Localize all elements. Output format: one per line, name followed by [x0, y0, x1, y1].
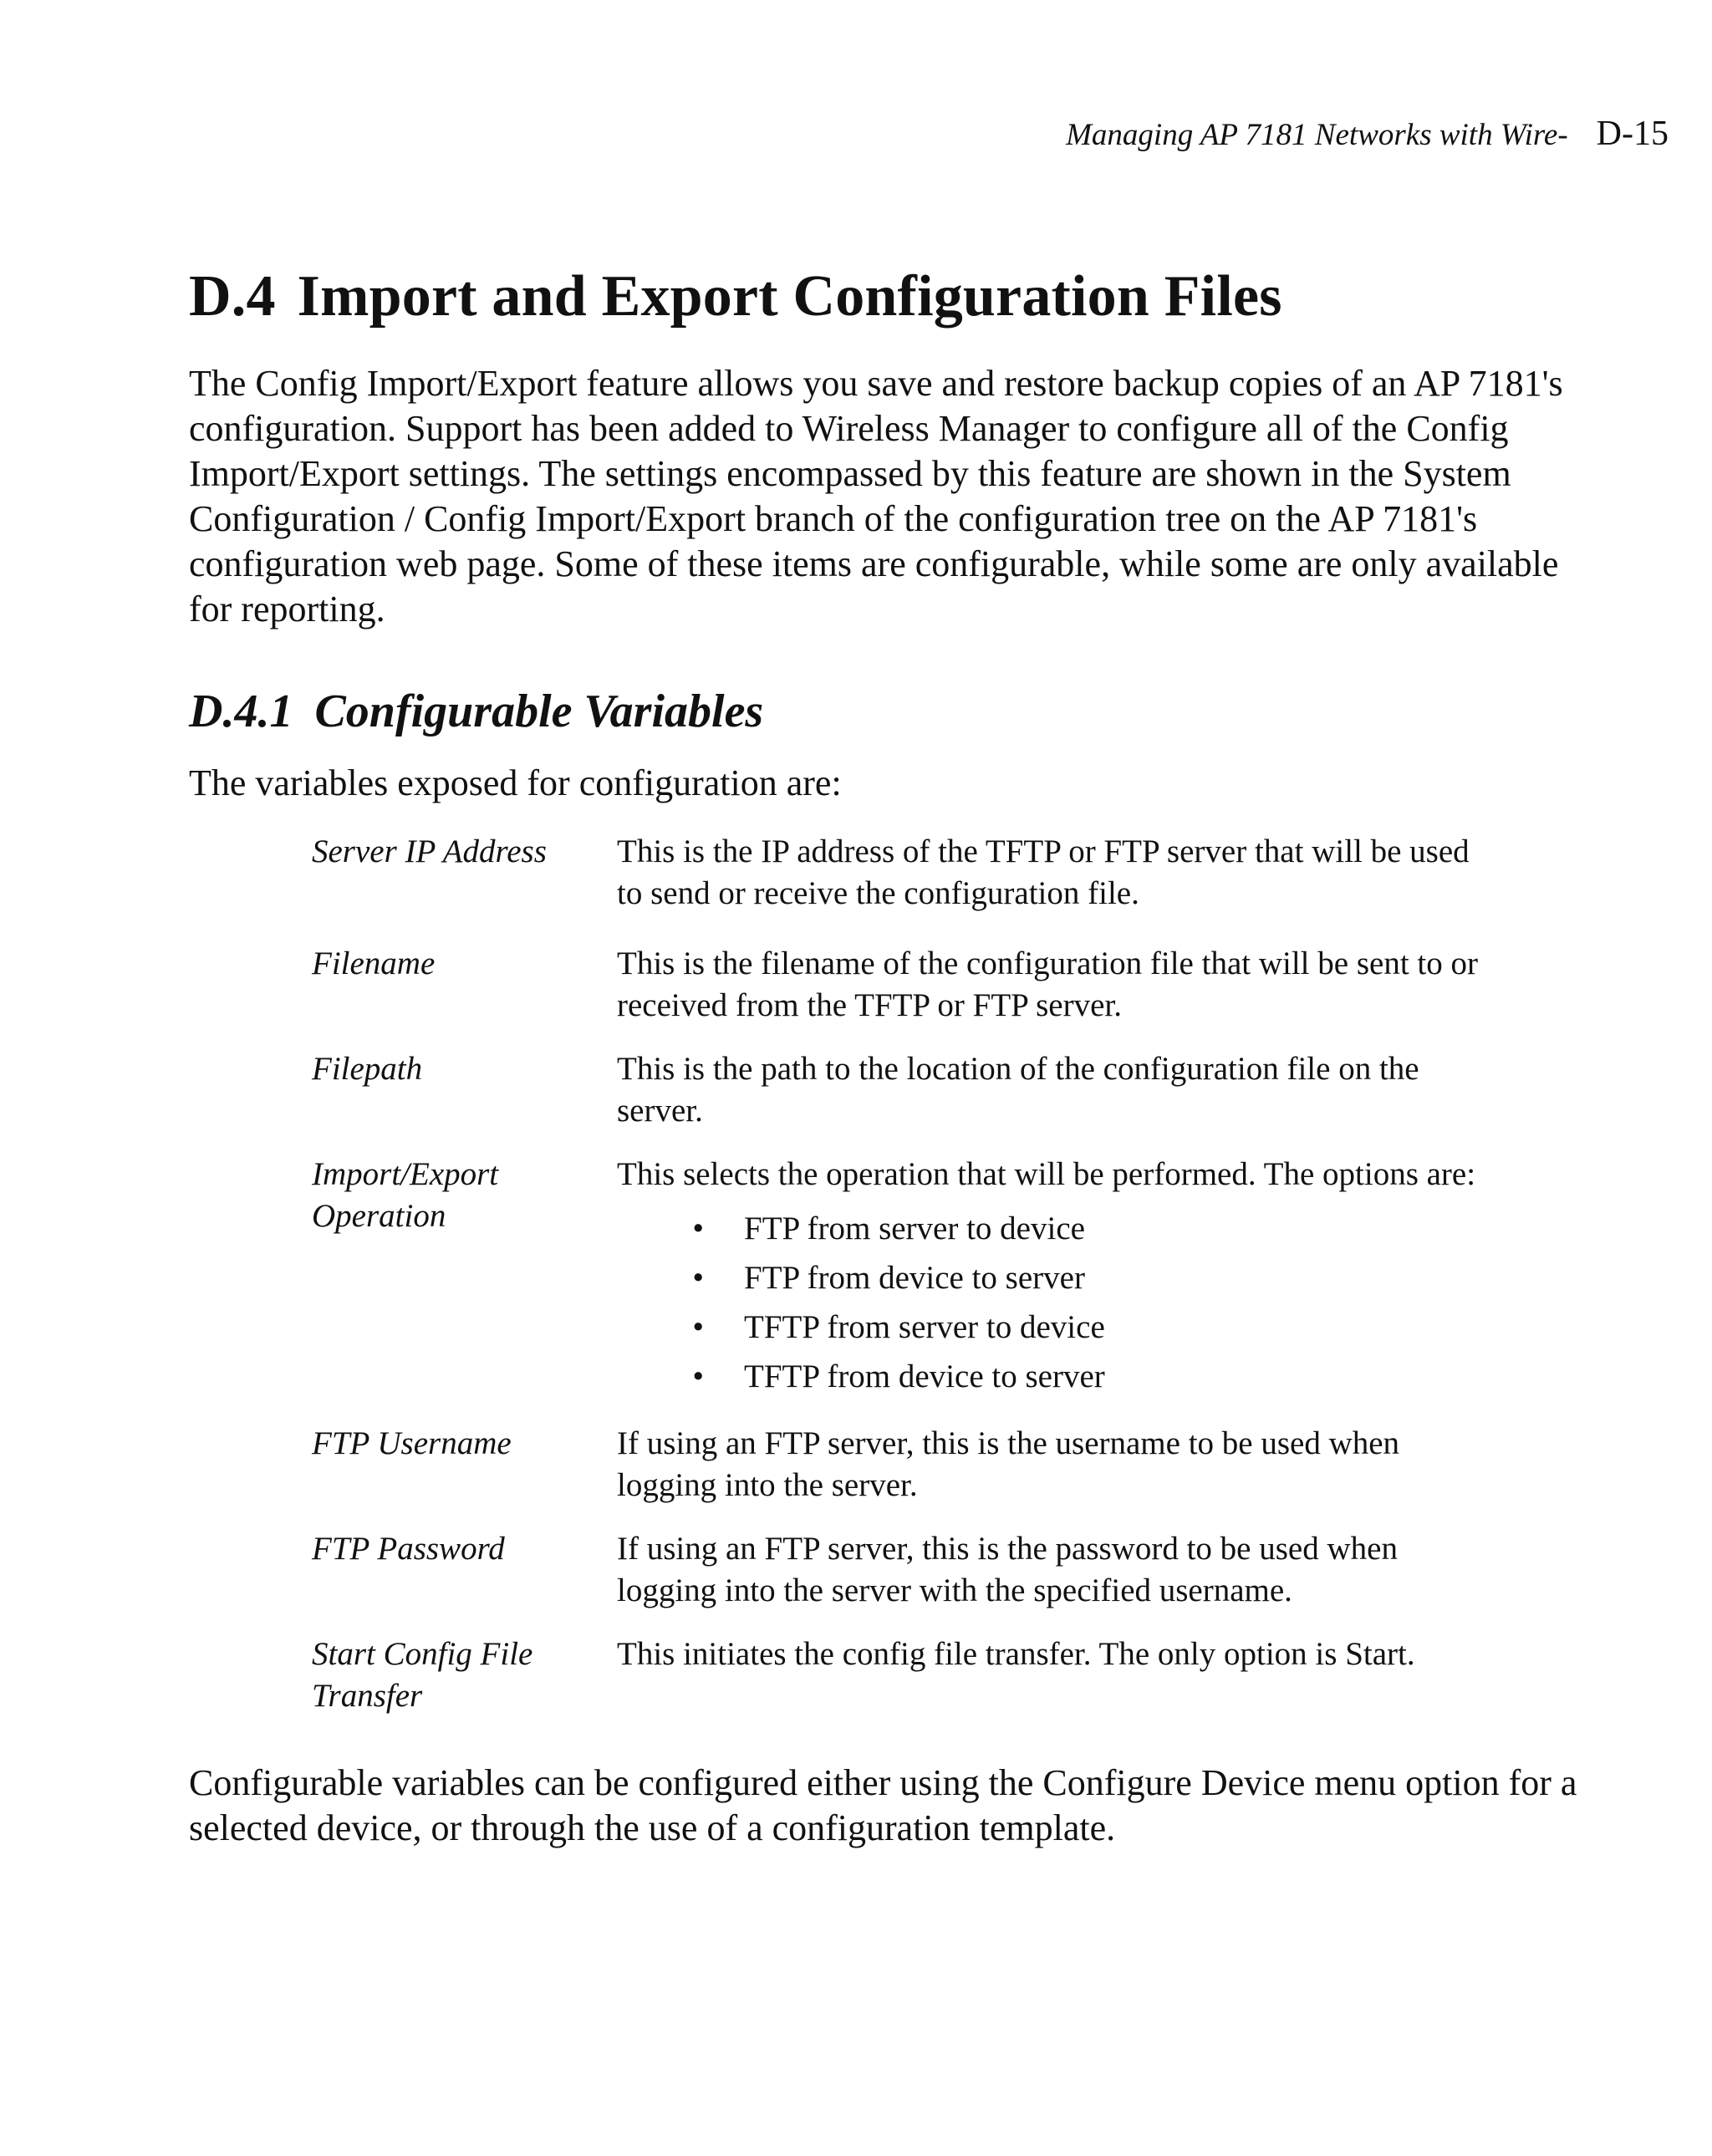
definition-term: Server IP Address: [312, 833, 547, 869]
lead-paragraph: The variables exposed for configuration are:: [189, 762, 842, 803]
definition-description: This is the path to the location of the configuration file on the server.: [617, 1051, 1419, 1129]
definition-description: This initiates the config file transfer. The only option is Start.: [617, 1636, 1415, 1672]
operation-options-list: [617, 1204, 1499, 1401]
option-text: TFTP from server to device: [744, 1309, 1105, 1345]
subsection-number: D.4.1: [189, 686, 293, 737]
bullet-icon: •: [692, 1260, 704, 1296]
bullet-icon: •: [692, 1211, 704, 1246]
section-number: D.4: [189, 264, 276, 329]
running-title: Managing AP 7181 Networks with Wire-: [1066, 118, 1568, 152]
page-content: [189, 259, 1593, 1851]
option-text: FTP from device to server: [744, 1260, 1085, 1296]
definition-term: Start Config File Transfer: [312, 1636, 533, 1714]
definition-row: [312, 1528, 1499, 1612]
intro-paragraph: The Config Import/Export feature allows you save and restore backup copies of an AP 7181's configuration. Support has been added to Wireless Manager to configure all of the Config Import/Export settings. The settings encompassed by this feature are shown in the System Configuration / Config Import/Export branch of the configuration tree on the AP 7181's configuration web page. Some of these items are configurable, while some are only available for reporting.: [189, 363, 1563, 629]
definition-description: This is the filename of the configuration file that will be sent to or received from the TFTP or FTP server.: [617, 945, 1478, 1023]
definition-term: Import/Export Operation: [312, 1156, 499, 1234]
list-item: [617, 1253, 1499, 1302]
definition-row: [312, 1634, 1499, 1717]
subsection-title: Configurable Variables: [314, 686, 764, 737]
option-text: FTP from server to device: [744, 1211, 1085, 1246]
variable-definition-list: [312, 831, 1499, 1717]
bullet-icon: •: [692, 1358, 704, 1394]
definition-term: Filename: [312, 945, 436, 981]
definition-description-block: [617, 1154, 1499, 1401]
definition-row: [312, 831, 1499, 915]
definition-description: If using an FTP server, this is the password to be used when logging into the server with the specified username.: [617, 1531, 1398, 1608]
closing-paragraph: Configurable variables can be configured either using the Configure Device menu option for a selected device, or through the use of a configuration template.: [189, 1762, 1577, 1848]
definition-row: [312, 1048, 1499, 1132]
page-number: D-15: [1596, 115, 1669, 153]
bullet-icon: •: [692, 1309, 704, 1345]
definition-description: This selects the operation that will be performed. The options are:: [617, 1156, 1476, 1192]
section-title: Import and Export Configuration Files: [297, 264, 1282, 329]
definition-row: [312, 1423, 1499, 1506]
running-header: [1066, 114, 1669, 154]
list-item: [617, 1352, 1499, 1401]
definition-row: [312, 943, 1499, 1027]
list-item: [617, 1302, 1499, 1352]
definition-term: FTP Username: [312, 1425, 512, 1461]
definition-description: This is the IP address of the TFTP or FTP server that will be used to send or receive the configuration file.: [617, 833, 1470, 911]
definition-description: If using an FTP server, this is the username to be used when logging into the server.: [617, 1425, 1400, 1503]
section-heading: [189, 259, 1593, 334]
list-item: [617, 1204, 1499, 1253]
definition-term: Filepath: [312, 1051, 423, 1087]
option-text: TFTP from device to server: [744, 1358, 1105, 1394]
definition-row: [312, 1154, 1499, 1401]
definition-term: FTP Password: [312, 1531, 505, 1567]
subsection-heading: [189, 682, 1593, 741]
